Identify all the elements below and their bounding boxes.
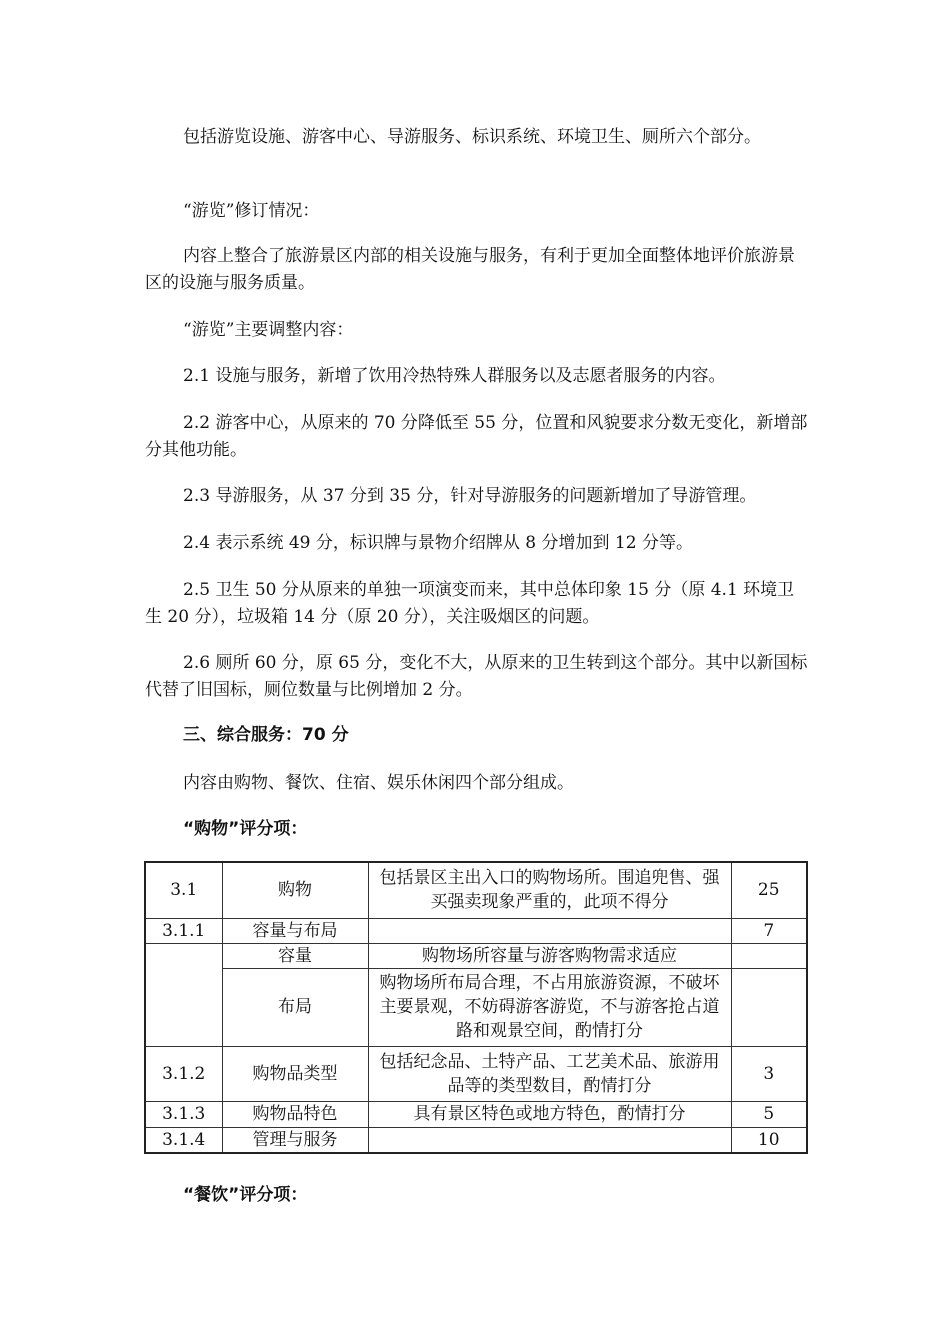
item-number: 3.1.2 (145, 1046, 222, 1101)
paragraph-adjustment-heading: “游览”主要调整内容： (183, 320, 354, 340)
paragraph-revision-heading: “游览”修订情况： (183, 201, 320, 221)
table-row (145, 862, 807, 918)
item-score: 10 (731, 1127, 807, 1153)
paragraph-item-2-1: 2.1 设施与服务，新增了饮用冷热特殊人群服务以及志愿者服务的内容。 (183, 366, 726, 386)
item-score (731, 943, 807, 968)
table-row (145, 968, 807, 1046)
paragraph-item-2-3: 2.3 导游服务，从 37 分到 35 分，针对导游服务的问题新增加了导游管理。 (183, 486, 757, 506)
item-name: 管理与服务 (222, 1127, 368, 1153)
table-row (145, 918, 807, 943)
item-number: 3.1.1 (145, 918, 222, 943)
table-row (145, 1046, 807, 1101)
item-name: 购物品特色 (222, 1101, 368, 1127)
paragraph-item-2-5: 2.5 卫生 50 分从原来的单独一项演变而来，其中总体印象 15 分（原 4.1 环境卫生 20 分），垃圾箱 14 分（原 20 分），关注吸烟区的问题。 (145, 580, 795, 627)
shopping-score-table (144, 861, 808, 1154)
item-name: 容量与布局 (222, 918, 368, 943)
table-row (145, 1127, 807, 1153)
paragraph-item-2-2: 2.2 游客中心，从原来的 70 分降低至 55 分，位置和风貌要求分数无变化，新增部分其他功能。 (145, 413, 808, 460)
item-number: 3.1.4 (145, 1127, 222, 1153)
paragraph-item-2-6: 2.6 厕所 60 分，原 65 分，变化不大，从原来的卫生转到这个部分。其中以新国标代替了旧国标，厕位数量与比例增加 2 分。 (145, 653, 808, 700)
item-name: 购物品类型 (222, 1046, 368, 1101)
heading-dining-items: “餐饮”评分项： (183, 1185, 308, 1205)
item-name: 容量 (222, 943, 368, 968)
item-name: 布局 (222, 968, 368, 1046)
item-number: 3.1 (145, 862, 222, 918)
item-description: 购物场所布局合理，不占用旅游资源，不破坏主要景观，不妨碍游客游览，不与游客抢占道路和观景空间，酌情打分 (368, 968, 731, 1046)
paragraph-revision-content: 内容上整合了旅游景区内部的相关设施与服务，有利于更加全面整体地评价旅游景区的设施与服务质量。 (145, 246, 795, 293)
item-number: 3.1.3 (145, 1101, 222, 1127)
item-score: 5 (731, 1101, 807, 1127)
item-description: 购物场所容量与游客购物需求适应 (368, 943, 731, 968)
paragraph-composition: 内容由购物、餐饮、住宿、娱乐休闲四个部分组成。 (183, 773, 574, 793)
item-description: 具有景区特色或地方特色，酌情打分 (368, 1101, 731, 1127)
table-row (145, 1101, 807, 1127)
item-description: 包括景区主出入口的购物场所。围追兜售、强买强卖现象严重的，此项不得分 (368, 862, 731, 918)
table-row (145, 943, 807, 968)
section-heading-comprehensive-service: 三、综合服务：70 分 (183, 725, 349, 745)
item-score: 25 (731, 862, 807, 918)
heading-shopping-items: “购物”评分项： (183, 819, 308, 839)
item-score: 7 (731, 918, 807, 943)
item-number-empty (145, 943, 222, 1046)
item-description (368, 918, 731, 943)
item-score: 3 (731, 1046, 807, 1101)
item-score (731, 968, 807, 1046)
paragraph-item-2-4: 2.4 表示系统 49 分，标识牌与景物介绍牌从 8 分增加到 12 分等。 (183, 533, 693, 553)
item-description (368, 1127, 731, 1153)
paragraph-scope: 包括游览设施、游客中心、导游服务、标识系统、环境卫生、厕所六个部分。 (183, 127, 761, 147)
item-description: 包括纪念品、土特产品、工艺美术品、旅游用品等的类型数目，酌情打分 (368, 1046, 731, 1101)
item-name: 购物 (222, 862, 368, 918)
